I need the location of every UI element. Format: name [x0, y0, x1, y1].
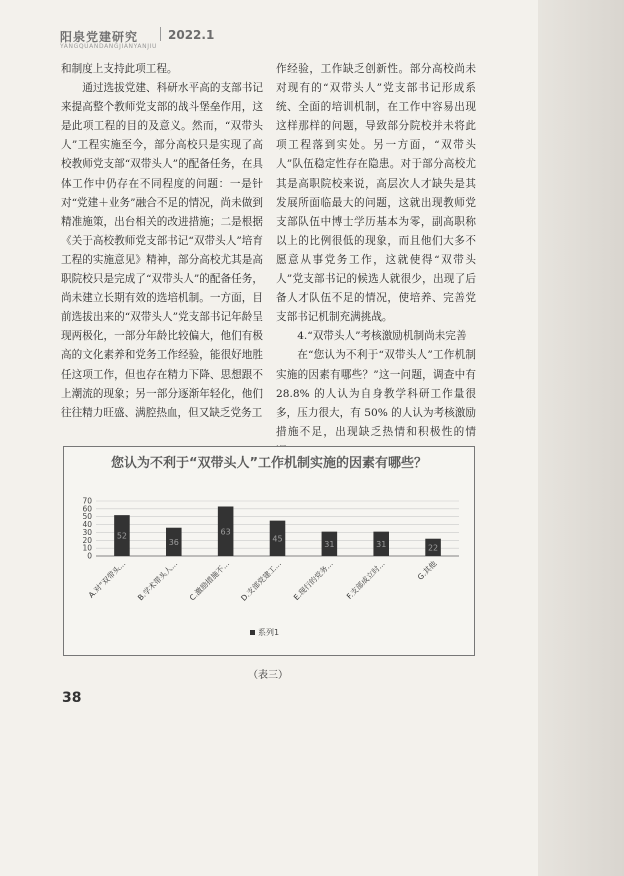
data-label: 52	[116, 531, 128, 541]
data-label: 36	[168, 537, 179, 547]
y-tick-label: 30	[82, 527, 92, 537]
bar-chart	[63, 446, 475, 656]
paragraph: 在“您认为不利于“双带头人”工作机制实施的因素有哪些？”这一问题，调查中有 28.8% 的人认为自身教学科研工作量很多，压力很大，有 50% 的人认为考核激励措施不足，出现缺乏热情和积极性的情	[276, 349, 476, 438]
data-label: 31	[376, 539, 387, 549]
x-tick-label: A.对“双带头...	[86, 559, 128, 600]
y-tick-label: 20	[82, 535, 92, 545]
data-label: 22	[427, 543, 439, 553]
right-column	[276, 60, 476, 461]
paragraph: 通过选拔党建、科研水平高的支部书记来提高整个教师党支部的战斗堡垒作用，这是此项工程的目的及意义。然而，“双带头人”工程实施至今，部分高校只是实现了高校教师党支部“双带头人”的配备任务，在具体工作中仍存在不同程度的问题：一是针对“党建＋业务”融合不足的情况，尚未做到精准施策，出台相关的改进措施；二是根据《关于高校教师党支部书记“双带头人”培育工程的实施意见》精神，部分高校尤其是高职院校只是完成了“双带头人”的配备任务，尚未建立长期有效的选培机制。一方面，目前选拔出来的“双带头人”党支部书记年龄呈现两极化，一部分年龄比较偏大，他们有极高的文化素养和党务工作经验，能很好地胜任这项工作，但也存在精力下降、思想跟不上潮流的现象；另一部分逐渐年轻化，他们往往精力旺盛、满腔热血，但又缺乏党务工	[61, 82, 263, 419]
left-column	[61, 60, 263, 423]
x-tick-label: B.学术带头人...	[135, 559, 180, 603]
journal-title: 阳泉党建研究	[60, 30, 139, 44]
x-tick-label: F.支部成立时...	[344, 559, 387, 601]
page-edge-shadow	[538, 0, 624, 876]
running-header	[60, 28, 540, 58]
data-label: 45	[272, 534, 283, 544]
paragraph: 作经验，工作缺乏创新性。部分高校尚未对现有的“双带头人”党支部书记形成系统、全面的培训机制，在工作中容易出现这样那样的问题，导致部分院校并未将此项工程落到实处。另一方面，“双带头人”队伍稳定性存在隐患。对于部分高校尤其是高职院校来说，高层次人才缺失是其发展所面临最大的问题，这就出现教师党支部队伍中博士学历基本为零，副高职称以上的比例很低的现象，而且他们大多不愿意从事党务工作，这就使得“双带头人”党支部书记的候选人就很少，出现了后备人才队伍不足的情况，使培养、完善党支部书记机制充满挑战。	[276, 63, 476, 324]
y-tick-label: 50	[82, 512, 92, 522]
chart-plot	[64, 447, 474, 627]
data-label: 31	[324, 539, 335, 549]
issue-number: 2022.1	[168, 28, 215, 42]
x-tick-label: C.激励措施不...	[187, 559, 232, 603]
legend-swatch	[250, 630, 255, 635]
y-tick-label: 40	[82, 520, 92, 530]
page-number: 38	[62, 690, 82, 706]
x-tick-label: E.现行的党务...	[291, 559, 335, 603]
x-tick-label: G.其他	[415, 559, 439, 582]
y-tick-label: 60	[82, 504, 92, 514]
journal-pinyin: YANGQUANDANGJIANYANJIU	[60, 43, 157, 50]
section-heading: 4.“双带头人”考核激励机制尚未完善	[297, 330, 467, 343]
y-tick-label: 70	[82, 496, 92, 506]
header-divider	[160, 27, 161, 41]
legend-label: 系列1	[258, 628, 280, 637]
chart-legend	[250, 627, 279, 638]
x-tick-label: D.支部党建工...	[239, 559, 283, 603]
y-tick-label: 0	[87, 551, 92, 561]
y-tick-label: 10	[82, 543, 92, 553]
paragraph: 和制度上支持此项工程。	[61, 63, 178, 75]
figure-caption: （表三）	[248, 670, 288, 681]
data-label: 63	[220, 527, 231, 537]
chart-title: 您认为不利于“双带头人”工作机制实施的因素有哪些？	[110, 456, 428, 471]
